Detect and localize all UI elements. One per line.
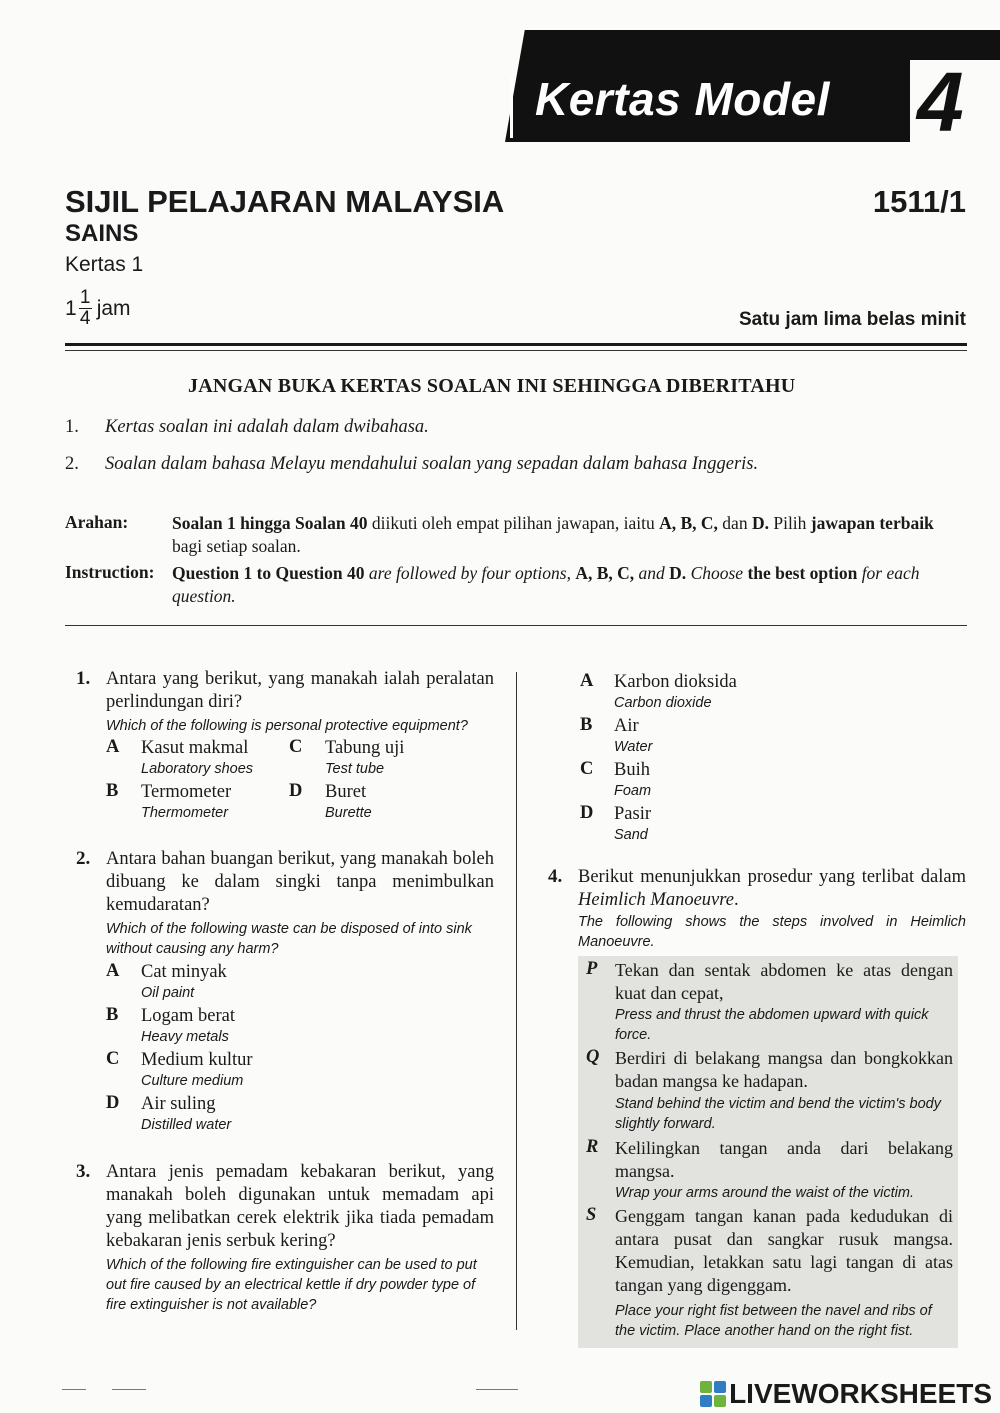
note-item [65,454,758,475]
step-text-en: Place your right fist between the navel and ribs of the victim. Place another hand on the right fist. [615,1303,932,1339]
option-b-text-en: Thermometer [141,805,229,821]
option-c-text[interactable]: Medium kultur [141,1050,253,1070]
liveworksheets-brand: LIVEWORKSHEETS [729,1378,992,1409]
option-a-text[interactable]: Cat minyak [141,962,227,982]
question-text-en: The following shows the steps involved in Heimlich Manoeuvre. [578,914,966,950]
option-c-text[interactable]: Tabung uji [325,738,405,758]
arahan-label: Arahan: [65,512,129,532]
option-c-text[interactable]: Buih [614,760,650,780]
question-number: 3. [76,1161,91,1182]
banner-number: 4 [917,55,964,149]
option-a-text-en: Oil paint [141,985,195,1001]
option-b-text[interactable]: Termometer [141,782,232,802]
option-d-letter[interactable]: D [106,1093,120,1113]
fraction-denominator: 4 [79,308,91,329]
step-letter: Q [586,1047,600,1067]
header-rule [65,343,967,346]
note-number: 1. [65,417,79,437]
question-term: Heimlich Manoeuvre [578,890,734,910]
arahan-text-part: Pilih [768,513,811,533]
paper-label: Kertas 1 [65,253,144,276]
option-d-text-en: Burette [325,805,372,821]
option-b-letter[interactable]: B [106,781,119,801]
option-d-text-en: Sand [614,827,648,843]
option-d-text-en: Distilled water [141,1117,232,1133]
instruction-text-part: for each question. [172,563,920,606]
subject-title: SAINS [65,220,139,247]
instruction-text-part: Choose [686,563,748,583]
column-divider [516,672,517,1330]
instruction-text-part: and [634,563,670,583]
question-number: 4. [548,866,563,887]
option-b-text[interactable]: Logam berat [141,1006,235,1026]
question-text-en: Which of the following is personal protective equipment? [106,718,468,734]
instructions-rule [65,625,967,626]
banner-title: Kertas Model [535,73,830,125]
step-text-en: Wrap your arms around the waist of the victim. [615,1185,914,1201]
arahan-range: Soalan 1 hingga Soalan 40 [172,513,368,533]
instruction-option-d: D. [669,563,687,583]
question-text: Antara yang berikut, yang manakah ialah peralatan perlindungan diri? [106,669,494,712]
duration [65,288,131,329]
step-text: Genggam tangan kanan pada kedudukan di antara pusat dan sangkar rusuk mangsa. Kemudian, letakkan satu lagi tangan di atas tangan yang digenggam. [615,1206,953,1295]
question-text: Antara bahan buangan berikut, yang manakah boleh dibuang ke dalam singki tanpa menimbulkan kemudaratan? [106,849,494,915]
exam-code: 1511/1 [872,184,966,219]
option-c-text-en: Foam [614,783,652,799]
question-text-part: . [734,890,739,910]
option-b-text-en: Water [614,739,653,755]
option-a-text[interactable]: Karbon dioksida [614,672,737,692]
step-letter: R [586,1137,599,1157]
option-b-letter[interactable]: B [580,715,593,735]
instruction-text [172,562,967,608]
instruction-text-part: are followed by four options, [364,563,576,583]
option-b-letter[interactable]: B [106,1005,119,1025]
warning-heading: JANGAN BUKA KERTAS SOALAN INI SEHINGGA DIBERITAHU [188,375,796,397]
note-item [65,417,429,438]
option-c-letter[interactable]: C [580,759,594,779]
exam-title: SIJIL PELAJARAN MALAYSIA [65,184,505,219]
step-letter: P [586,959,598,979]
note-text: Soalan dalam bahasa Melayu mendahului soalan yang sepadan dalam bahasa Inggeris. [105,454,759,474]
option-a-text-en: Carbon dioxide [614,695,712,711]
option-c-text-en: Culture medium [141,1073,244,1089]
option-a-letter[interactable]: A [580,671,594,691]
duration-unit: jam [96,296,131,320]
duration-whole: 1 [65,296,77,320]
note-text: Kertas soalan ini adalah dalam dwibahasa. [105,417,429,437]
note-number: 2. [65,454,79,474]
step-letter: S [586,1205,597,1225]
duration-words: Satu jam lima belas minit [738,309,966,330]
footer-dash [62,1389,86,1390]
footer-dash [476,1389,518,1390]
question-number: 2. [76,848,91,869]
instruction-options: A, B, C, [575,563,635,583]
option-d-text[interactable]: Buret [325,782,367,802]
arahan-text-part: bagi setiap soalan. [172,536,301,556]
question-text-en: Which of the following waste can be disposed of into sink without causing any harm? [106,921,472,957]
instruction-emphasis: the best option [747,563,858,583]
question-number: 1. [76,668,91,689]
liveworksheets-icon [700,1381,726,1407]
instruction-label: Instruction: [65,562,155,582]
option-d-text[interactable]: Air suling [141,1094,216,1114]
arahan-text-part: diikuti oleh empat pilihan jawapan, iaitu [367,513,660,533]
question-text [578,866,966,912]
liveworksheets-logo[interactable] [700,1378,992,1410]
option-c-text-en: Test tube [325,761,385,777]
step-text: Kelilingkan tangan anda dari belakang mangsa. [615,1138,953,1181]
option-d-letter[interactable]: D [289,781,303,801]
option-a-letter[interactable]: A [106,737,120,757]
arahan-text-part: dan [717,513,752,533]
question-text: Antara jenis pemadam kebakaran berikut, yang manakah boleh digunakan untuk memadam api yang melibatkan cerek elektrik jika tiada pemadam kebakaran jenis serbuk kering? [106,1162,494,1251]
arahan-options: A, B, C, [659,513,718,533]
fraction-numerator: 1 [79,287,91,308]
option-d-text[interactable]: Pasir [614,804,651,824]
header-rule-thin [65,350,967,351]
option-a-letter[interactable]: A [106,961,120,981]
question-text-part: Berikut menunjukkan prosedur yang terlibat dalam [578,867,966,887]
step-text-en: Stand behind the victim and bend the victim's body slightly forward. [615,1096,941,1132]
option-b-text-en: Heavy metals [141,1029,229,1045]
arahan-emphasis: jawapan terbaik [810,513,934,533]
step-text: Berdiri di belakang mangsa dan bongkokkan badan mangsa ke hadapan. [615,1048,953,1091]
instruction-range: Question 1 to Question 40 [172,563,365,583]
question-text-en: Which of the following fire extinguisher can be used to put out fire caused by an electrical kettle if dry powder type of fire extinguisher is not available? [106,1257,477,1313]
option-a-text[interactable]: Kasut makmal [141,738,249,758]
option-a-text-en: Laboratory shoes [141,761,254,777]
option-d-letter[interactable]: D [580,803,594,823]
option-b-text[interactable]: Air [614,716,639,736]
step-text-en: Press and thrust the abdomen upward with quick force. [615,1007,929,1043]
arahan-option-d: D. [751,513,769,533]
step-text: Tekan dan sentak abdomen ke atas dengan kuat dan cepat, [615,960,953,1003]
duration-fraction [79,288,92,329]
footer-dash [112,1389,146,1390]
option-c-letter[interactable]: C [289,737,303,757]
option-c-letter[interactable]: C [106,1049,120,1069]
arahan-text [172,512,967,558]
